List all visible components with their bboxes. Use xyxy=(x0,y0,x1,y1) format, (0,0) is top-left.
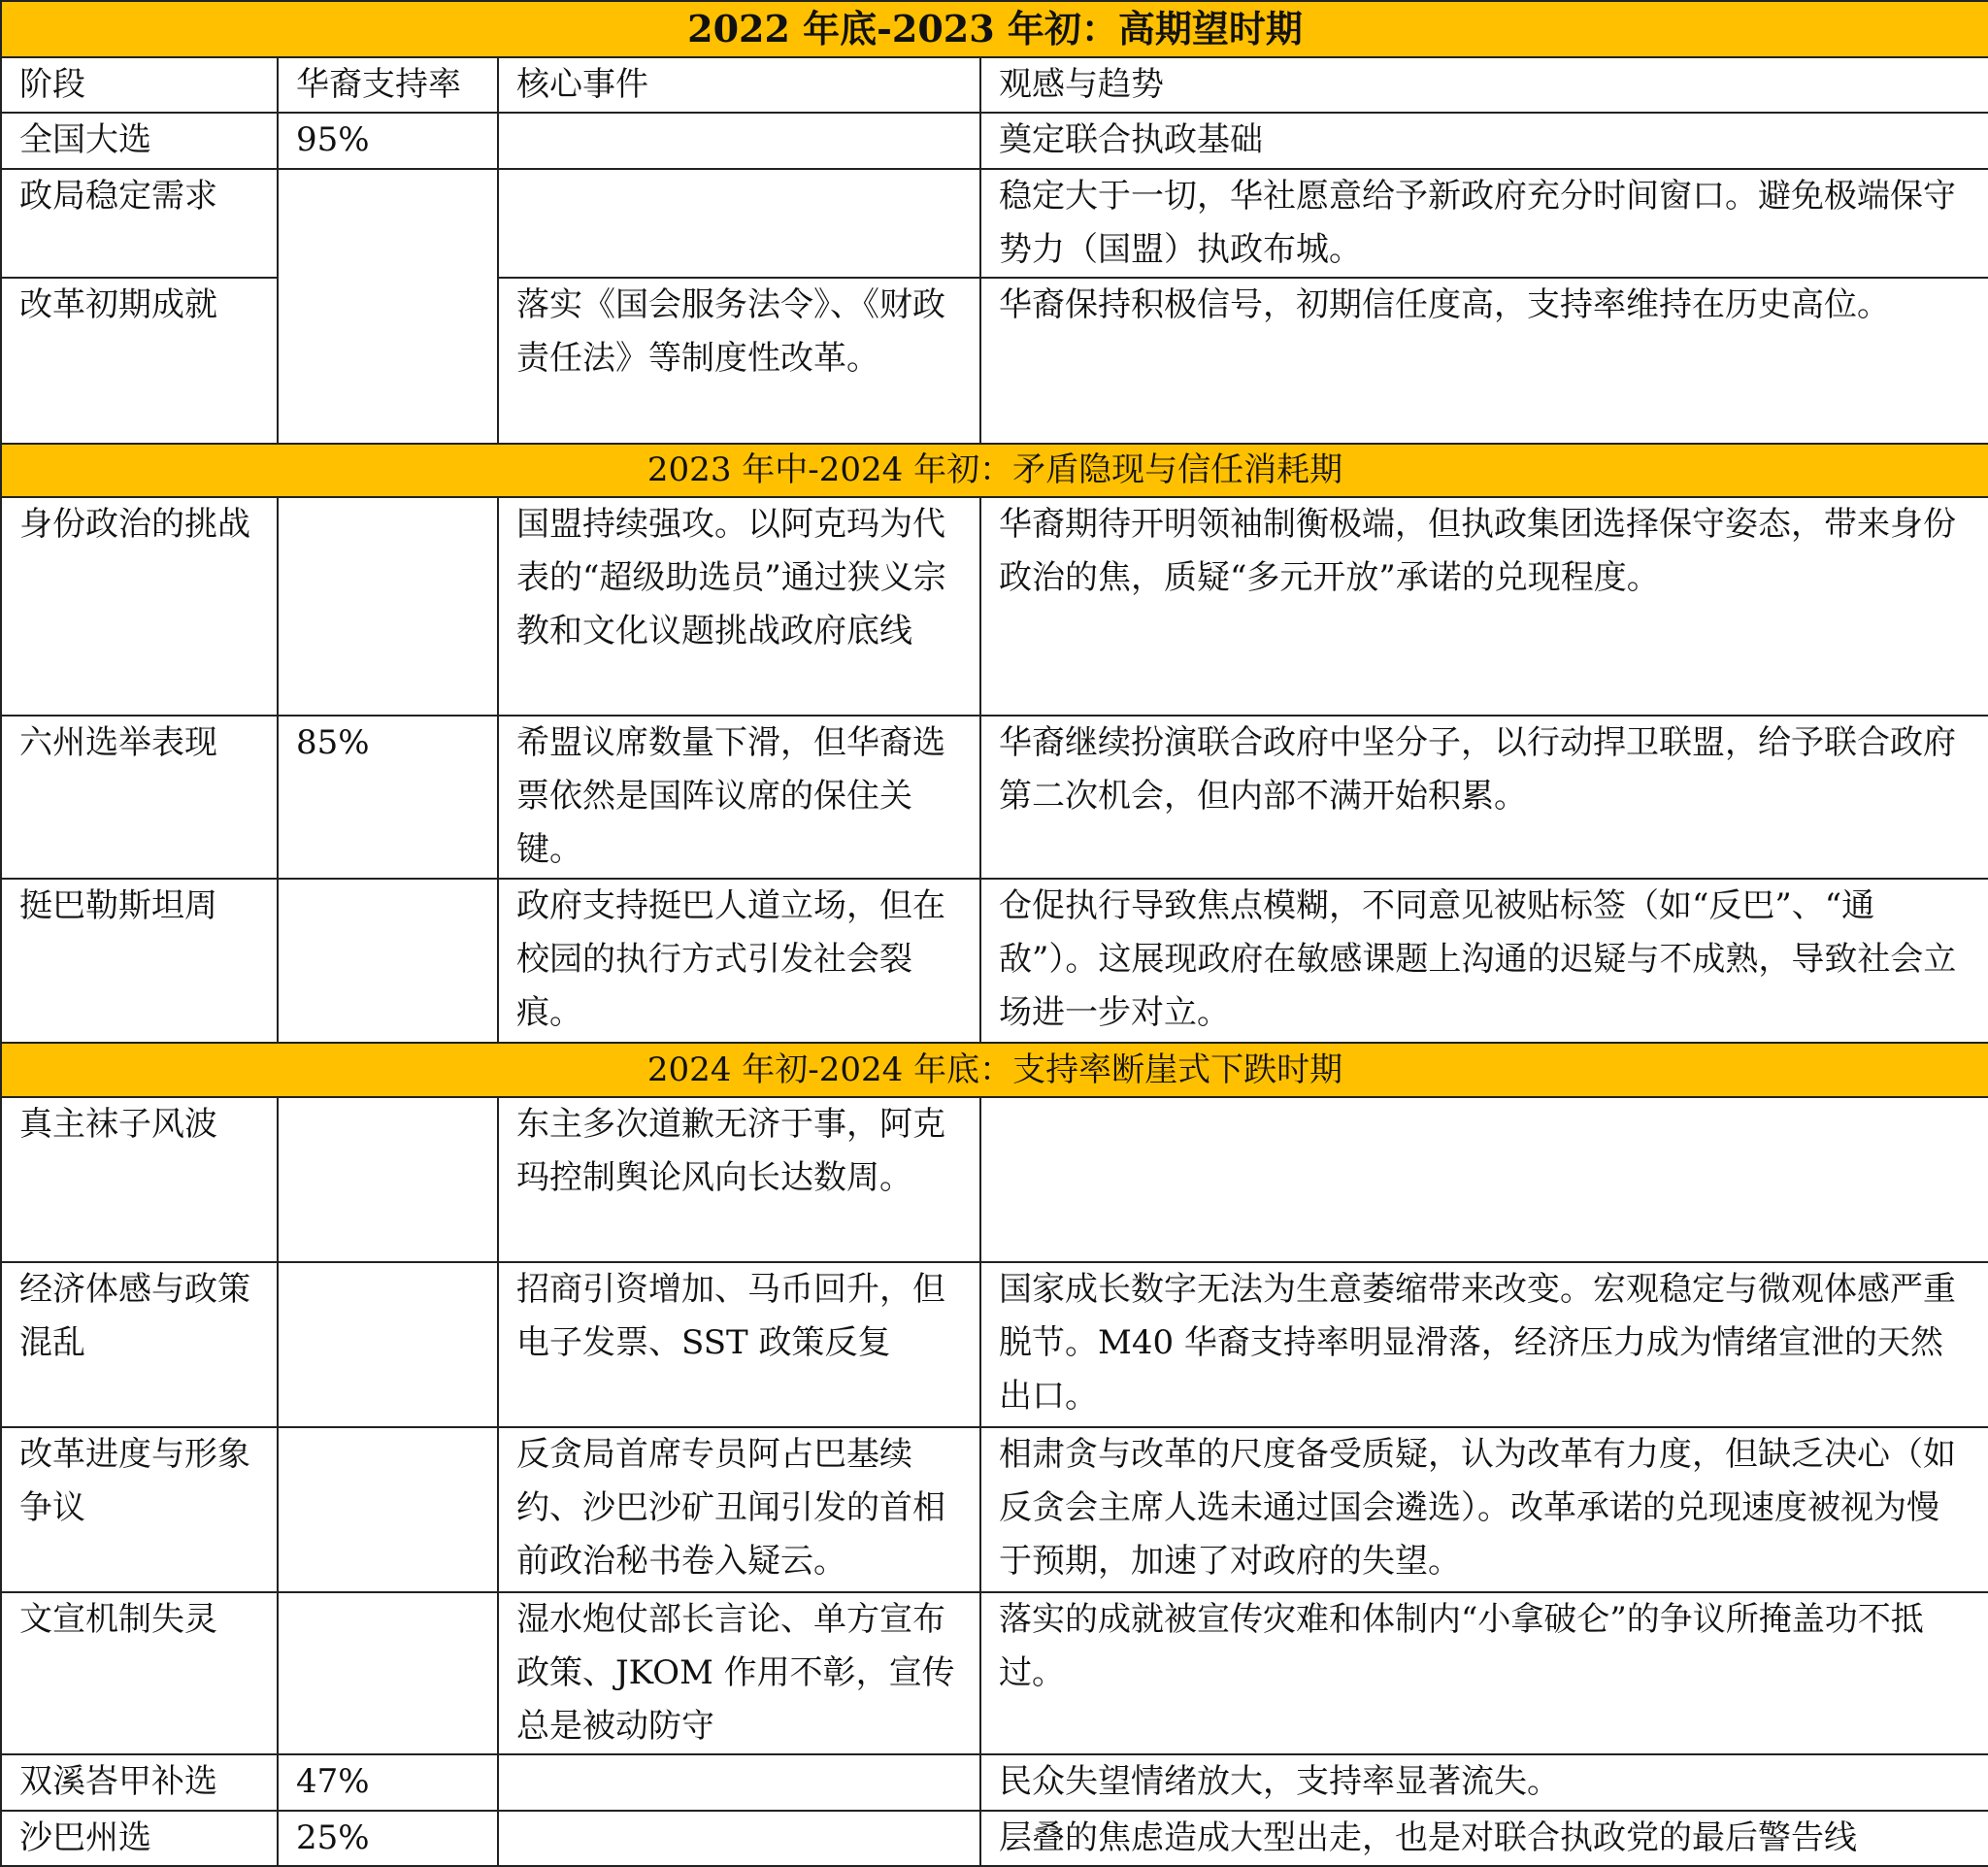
section-header-2 xyxy=(1,444,1988,497)
view-cell: 华裔继续扮演联合政府中坚分子，以行动捍卫联盟，给予联合政府第二次机会，但内部不满开始积累。 xyxy=(980,716,1988,879)
rate-cell: 47% xyxy=(278,1754,498,1810)
stage-cell: 双溪峇甲补选 xyxy=(1,1754,278,1810)
rate-cell xyxy=(278,497,498,716)
event-cell: 政府支持挺巴人道立场，但在校园的执行方式引发社会裂痕。 xyxy=(498,879,980,1044)
view-cell: 稳定大于一切，华社愿意给予新政府充分时间窗口。避免极端保守势力（国盟）执政布城。 xyxy=(980,169,1988,278)
rate-cell xyxy=(278,1097,498,1263)
event-cell xyxy=(498,113,980,168)
rate-cell xyxy=(278,1262,498,1427)
view-cell: 华裔期待开明领袖制衡极端，但执政集团选择保守姿态，带来身份政治的焦，质疑“多元开放”承诺的兑现程度。 xyxy=(980,497,1988,716)
stage-cell: 改革初期成就 xyxy=(1,278,278,444)
section-header-1 xyxy=(1,1,1988,57)
stage-cell: 身份政治的挑战 xyxy=(1,497,278,716)
table-row xyxy=(1,1754,1988,1810)
section-title: 2022 年底-2023 年初：高期望时期 xyxy=(1,1,1988,57)
event-cell: 反贪局首席专员阿占巴基续约、沙巴沙矿丑闻引发的首相前政治秘书卷入疑云。 xyxy=(498,1427,980,1592)
table-row xyxy=(1,1811,1988,1866)
view-cell: 华裔保持积极信号，初期信任度高，支持率维持在历史高位。 xyxy=(980,278,1988,444)
view-cell: 层叠的焦虑造成大型出走，也是对联合执政党的最后警告线 xyxy=(980,1811,1988,1866)
header-rate: 华裔支持率 xyxy=(278,57,498,113)
rate-cell xyxy=(278,1427,498,1592)
event-cell: 希盟议席数量下滑，但华裔选票依然是国阵议席的保住关键。 xyxy=(498,716,980,879)
event-cell xyxy=(498,169,980,278)
stage-cell: 真主袜子风波 xyxy=(1,1097,278,1263)
rate-cell: 25% xyxy=(278,1811,498,1866)
view-cell xyxy=(980,1097,1988,1263)
stage-cell: 改革进度与形象争议 xyxy=(1,1427,278,1592)
header-stage: 阶段 xyxy=(1,57,278,113)
event-cell: 落实《国会服务法令》、《财政责任法》等制度性改革。 xyxy=(498,278,980,444)
stage-cell: 挺巴勒斯坦周 xyxy=(1,879,278,1044)
rate-cell: 85% xyxy=(278,716,498,879)
stage-cell: 经济体感与政策混乱 xyxy=(1,1262,278,1427)
table-row xyxy=(1,716,1988,879)
stage-cell: 沙巴州选 xyxy=(1,1811,278,1866)
header-event: 核心事件 xyxy=(498,57,980,113)
event-cell xyxy=(498,1811,980,1866)
section-header-3 xyxy=(1,1043,1988,1096)
rate-cell: 95% xyxy=(278,113,498,168)
view-cell: 国家成长数字无法为生意萎缩带来改变。宏观稳定与微观体感严重脱节。M40 华裔支持率明显滑落，经济压力成为情绪宣泄的天然出口。 xyxy=(980,1262,1988,1427)
table-row xyxy=(1,879,1988,1044)
view-cell: 奠定联合执政基础 xyxy=(980,113,1988,168)
table-row xyxy=(1,497,1988,716)
table-row xyxy=(1,1427,1988,1592)
stage-cell: 全国大选 xyxy=(1,113,278,168)
section-title: 2024 年初-2024 年底：支持率断崖式下跌时期 xyxy=(1,1043,1988,1096)
table-row xyxy=(1,169,1988,278)
stage-cell: 六州选举表现 xyxy=(1,716,278,879)
event-cell xyxy=(498,1754,980,1810)
section-title: 2023 年中-2024 年初：矛盾隐现与信任消耗期 xyxy=(1,444,1988,497)
stage-cell: 政局稳定需求 xyxy=(1,169,278,278)
view-cell: 相肃贪与改革的尺度备受质疑，认为改革有力度，但缺乏决心（如反贪会主席人选未通过国会遴选）。改革承诺的兑现速度被视为慢于预期，加速了对政府的失望。 xyxy=(980,1427,1988,1592)
view-cell: 落实的成就被宣传灾难和体制内“小拿破仑”的争议所掩盖功不抵过。 xyxy=(980,1592,1988,1755)
table-row xyxy=(1,1262,1988,1427)
stage-cell: 文宣机制失灵 xyxy=(1,1592,278,1755)
event-cell: 东主多次道歉无济于事，阿克玛控制舆论风向长达数周。 xyxy=(498,1097,980,1263)
header-view: 观感与趋势 xyxy=(980,57,1988,113)
event-cell: 招商引资增加、马币回升，但电子发票、SST 政策反复 xyxy=(498,1262,980,1427)
view-cell: 民众失望情绪放大，支持率显著流失。 xyxy=(980,1754,1988,1810)
table-row xyxy=(1,1097,1988,1263)
rate-cell xyxy=(278,879,498,1044)
view-cell: 仓促执行导致焦点模糊，不同意见被贴标签（如“反巴”、“通敌”）。这展现政府在敏感课题上沟通的迟疑与不成熟，导致社会立场进一步对立。 xyxy=(980,879,1988,1044)
event-cell: 国盟持续强攻。以阿克玛为代表的“超级助选员”通过狭义宗教和文化议题挑战政府底线 xyxy=(498,497,980,716)
rate-cell xyxy=(278,169,498,444)
table-row xyxy=(1,113,1988,168)
rate-cell xyxy=(278,1592,498,1755)
event-cell: 湿水炮仗部长言论、单方宣布政策、JKOM 作用不彰，宣传总是被动防守 xyxy=(498,1592,980,1755)
table-row xyxy=(1,1592,1988,1755)
column-header-row xyxy=(1,57,1988,113)
